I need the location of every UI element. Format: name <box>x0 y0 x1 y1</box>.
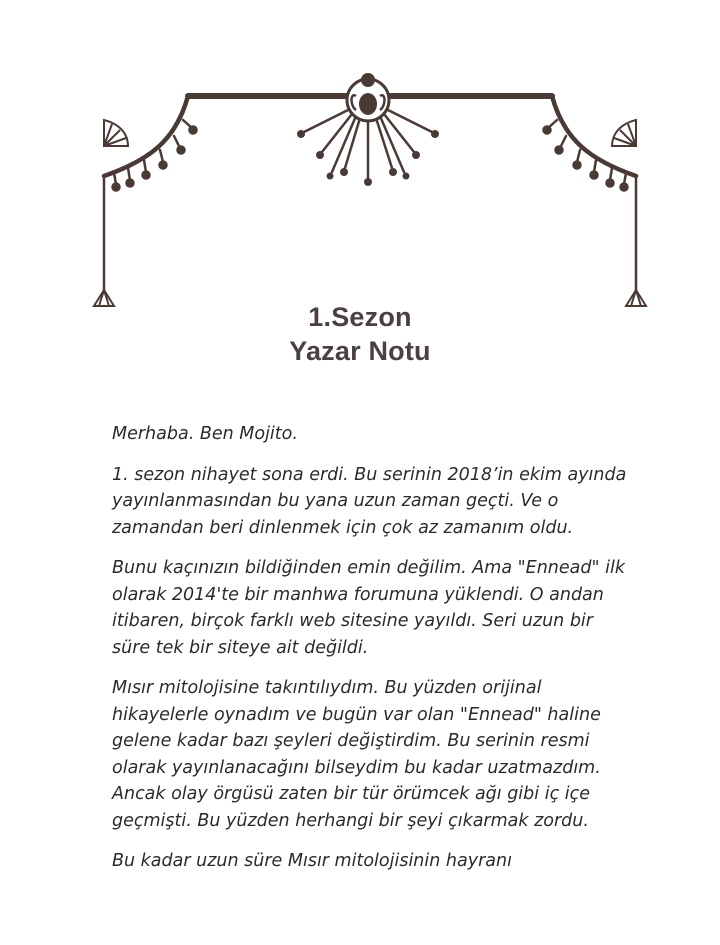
author-note-title: Yazar Notu <box>289 336 431 366</box>
paragraph: Bunu kaçınızın bildiğinden emin değilim. Ama "Ennead" ilk olarak 2014'te bir manhwa forumuna yüklendi. O andan itibaren, birçok farklı web sitesine yayıldı. Seri uzun bir süre tek bir siteye ait değildi. <box>112 558 625 658</box>
scarab-icon <box>347 73 389 121</box>
paragraph: Mısır mitolojisine takıntılıydım. Bu yüzden orijinal hikayelerle oynadım ve bugün var olan "Ennead" haline gelene kadar bazı şeyleri değiştirdim. Bu serinin resmi olarak yayınlanacağını bilseydim bu kadar uzatmazdım. Ancak olay örgüsü zaten bir tür örümcek ağı gibi iç içe geçmişti. Bu yüzden herhangi bir şeyi çıkarmak zordu. <box>112 678 601 831</box>
paragraph: Bu kadar uzun süre Mısır mitolojisinin hayranı <box>112 851 512 871</box>
author-note-body <box>112 421 632 889</box>
egyptian-ornament <box>0 0 720 320</box>
season-title: 1.Sezon <box>308 302 412 332</box>
lotus-fan-icon <box>104 120 128 146</box>
paragraph: 1. sezon nihayet sona erdi. Bu serinin 2018’in ekim ayında yayınlanmasından bu yana uzun zaman geçti. Ve o zamandan beri dinlenmek için çok az zamanım oldu. <box>112 464 627 538</box>
paragraph: Merhaba. Ben Mojito. <box>112 424 298 444</box>
page-title <box>0 300 720 368</box>
lotus-fan-icon <box>612 120 636 146</box>
